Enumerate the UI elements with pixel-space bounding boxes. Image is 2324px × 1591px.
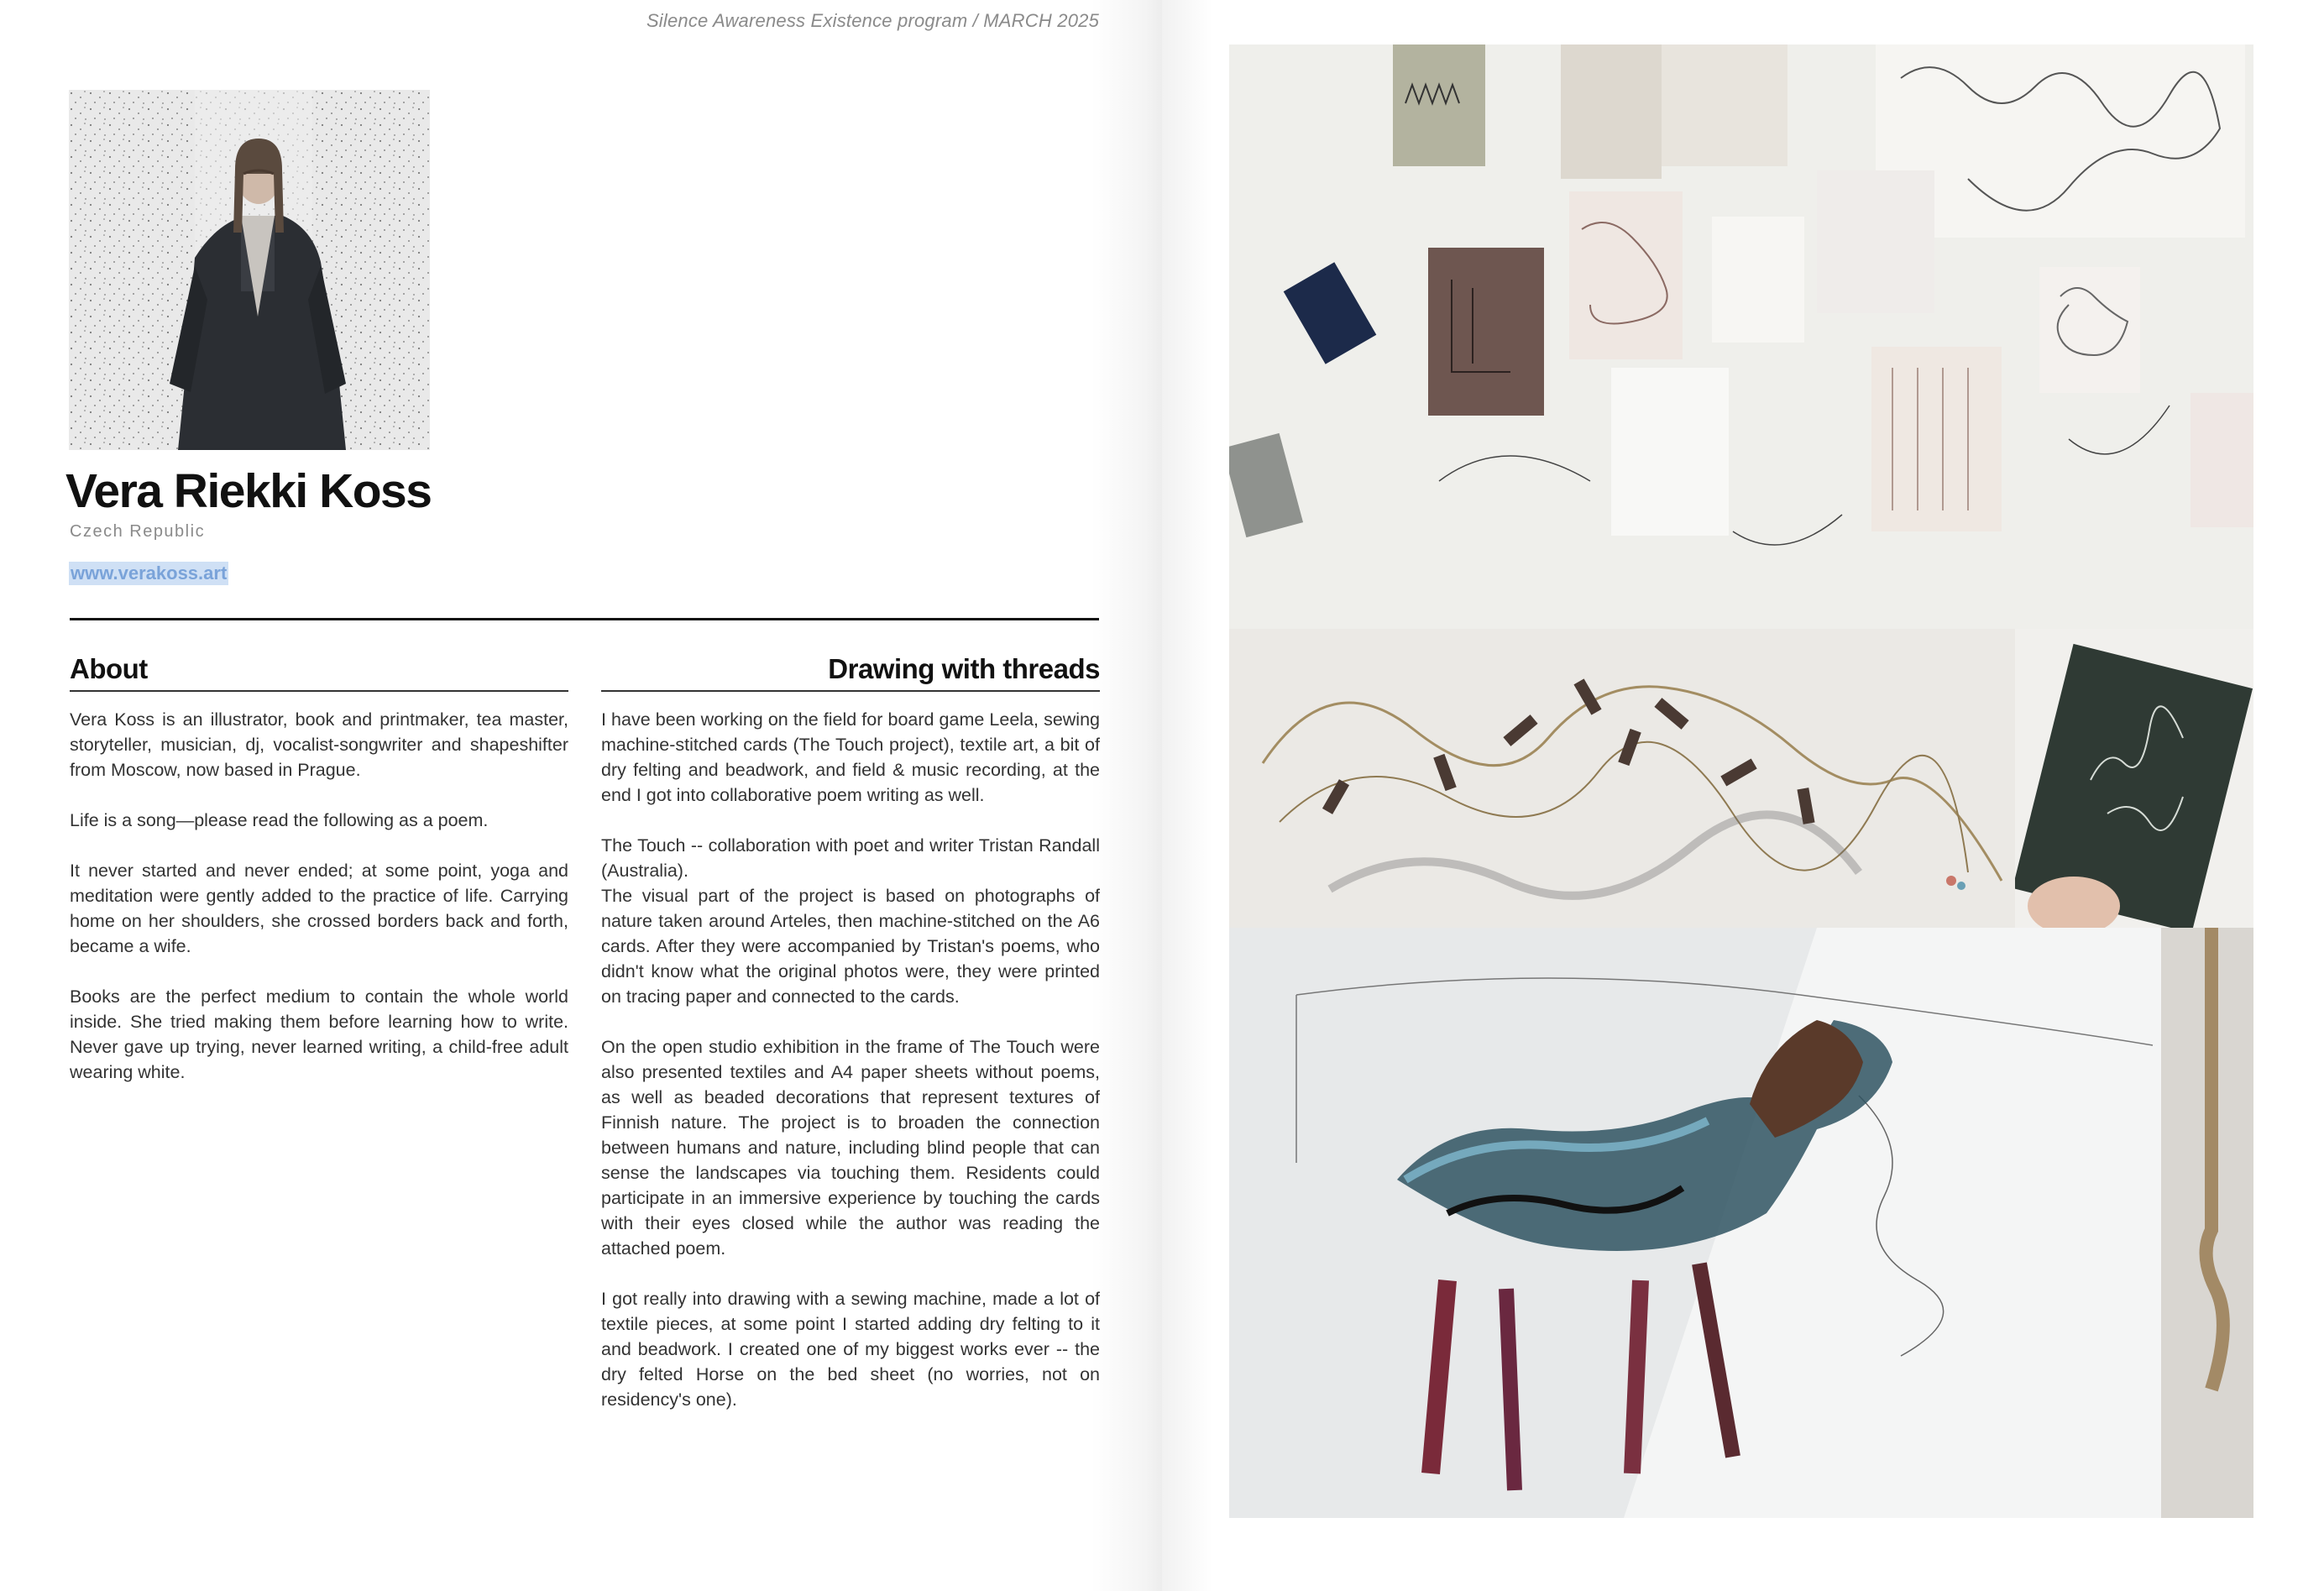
drawing-paragraph: On the open studio exhibition in the frame of The Touch were also presented textiles and A4 paper sheets without poems, as well as beaded decorations that represent textures of Finnish nature. The project is to broaden the connection between humans and nature, including blind people that can sense the landscapes via touching them. Residents could participate in an immersive experience by touching the cards with their eyes closed while the author was reading the attached poem. <box>601 1037 1100 1259</box>
about-paragraph: Books are the perfect medium to contain the whole world inside. She tried making them before learning how to write. Never gave up trying, never learned writing, a child-free adult wearing white. <box>70 987 568 1082</box>
bead-sculpture-photo <box>1229 629 2015 928</box>
about-paragraph: Vera Koss is an illustrator, book and printmaker, tea master, storyteller, musician, dj, vocalist-songwriter and shapeshifter from Moscow, now based in Prague. <box>70 709 568 780</box>
drawing-paragraph: The Touch -- collaboration with poet and writer Tristan Randall (Australia). <box>601 835 1100 881</box>
drawing-paragraph: I got really into drawing with a sewing machine, made a lot of textile pieces, at some point I started adding dry felting to it and beadwork. I created one of my biggest works ever -- the dry felted Horse on the bed sheet (no worries, not on residency's one). <box>601 1289 1100 1410</box>
about-paragraph: Life is a song—please read the following as a poem. <box>70 810 489 830</box>
artist-name: Vera Riekki Koss <box>65 464 432 518</box>
felted-horse-photo <box>1229 928 2253 1518</box>
stitched-card-in-hand-photo <box>2015 629 2253 928</box>
website-link[interactable]: www.verakoss.art <box>71 563 228 584</box>
about-section <box>70 653 568 1085</box>
artist-country: Czech Republic <box>70 522 206 541</box>
drawing-title: Drawing with threads <box>601 653 1100 692</box>
drawing-section <box>601 653 1100 1412</box>
about-title: About <box>70 653 568 692</box>
section-divider <box>70 618 1099 620</box>
about-paragraph: It never started and never ended; at some point, yoga and meditation were gently added to the practice of life. Carrying home on her shoulders, she crossed borders back and forth, became a wife. <box>70 861 568 956</box>
program-header: Silence Awareness Existence program / MARCH 2025 <box>646 10 1099 31</box>
drawing-paragraph: I have been working on the field for board game Leela, sewing machine-stitched cards (The Touch project), textile art, a bit of dry felting and beadwork, and field & music recording, at the end I got into collaborative poem writing as well. <box>601 709 1100 805</box>
portrait-photo <box>69 90 430 450</box>
stitched-cards-wall-photo <box>1229 44 2253 629</box>
drawing-paragraph: The visual part of the project is based on photographs of nature taken around Arteles, then machine-stitched on the A6 cards. After they were accompanied by Tristan's poems, who didn't know what the original photos were, they were printed on tracing paper and connected to the cards. <box>601 886 1100 1007</box>
